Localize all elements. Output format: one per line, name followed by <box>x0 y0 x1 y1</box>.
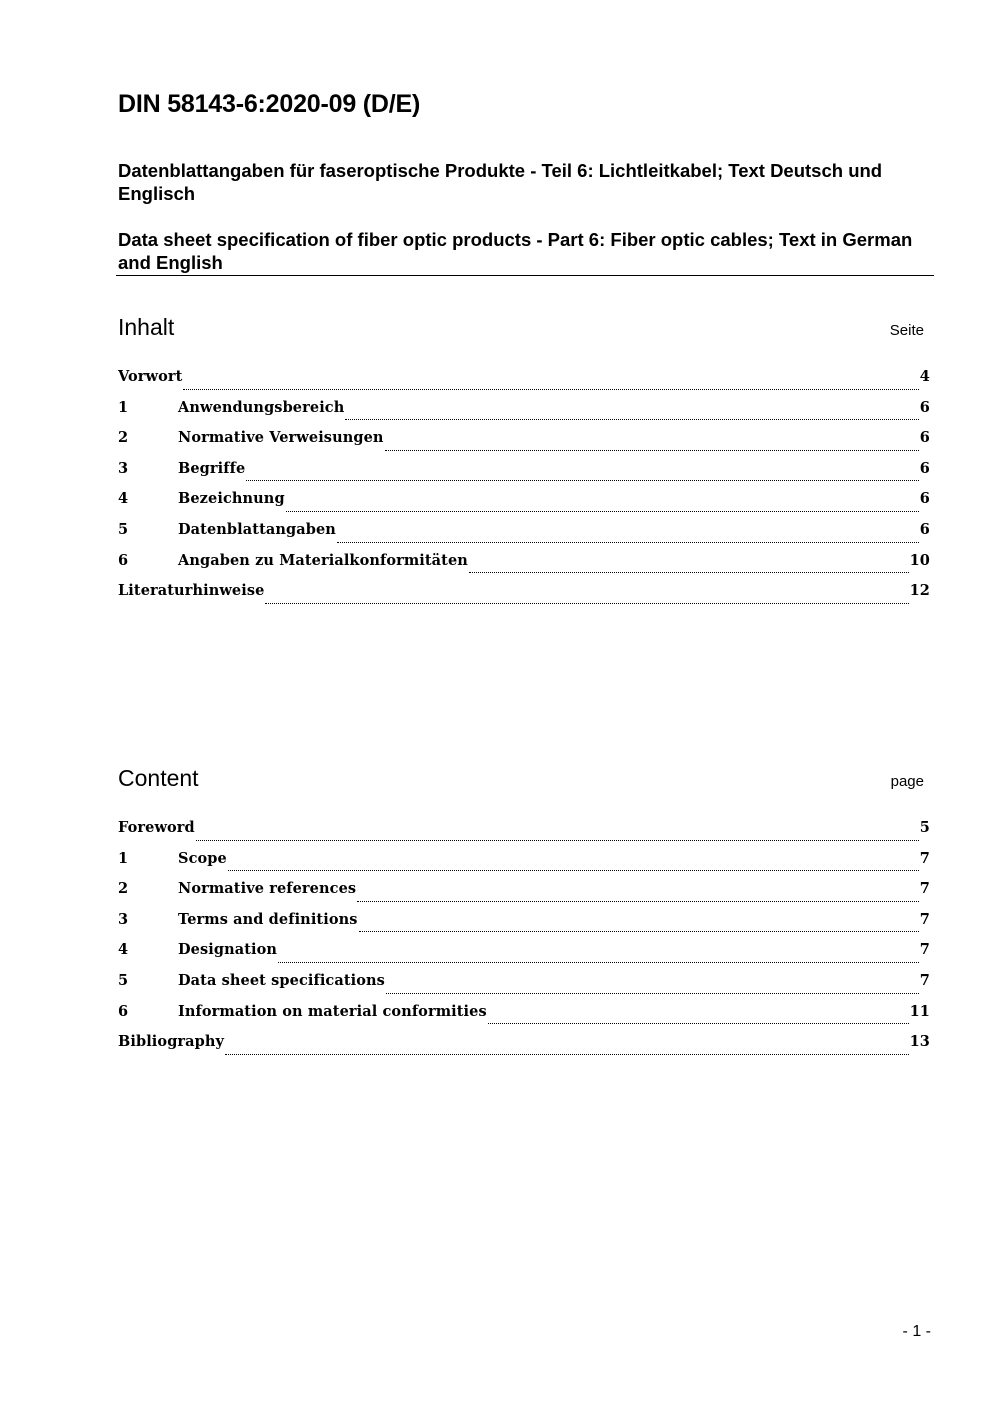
title-divider <box>116 275 934 276</box>
toc-entry[interactable] <box>118 552 930 583</box>
toc-entry-number: 4 <box>118 490 129 508</box>
toc-entry-label: Bezeichnung <box>178 490 285 508</box>
toc-entry-label: Scope <box>178 849 227 867</box>
toc-entry[interactable] <box>118 850 930 881</box>
toc-dot-leader <box>488 1022 909 1024</box>
document-title-english: Data sheet specification of fiber optic products - Part 6: Fiber optic cables; Text in German and English <box>118 229 913 273</box>
toc-entry-number: 3 <box>118 459 129 477</box>
toc-entry-number: 6 <box>118 1002 129 1020</box>
toc-entry-page: 6 <box>919 490 930 508</box>
toc-entry-label: Bibliography <box>118 1033 225 1051</box>
toc-entry[interactable] <box>118 880 930 911</box>
toc-german-header <box>118 314 926 341</box>
toc-entry-page: 6 <box>919 459 930 477</box>
toc-english-list <box>118 819 930 1064</box>
toc-entry[interactable] <box>118 972 930 1003</box>
toc-entry-page: 6 <box>919 520 930 538</box>
toc-entry-label: Literaturhinweise <box>118 582 265 600</box>
document-id: DIN 58143-6:2020-09 (D/E) <box>118 90 421 118</box>
toc-entry-page: 7 <box>919 910 930 928</box>
toc-german-heading: Inhalt <box>118 314 175 340</box>
toc-entry-page: 11 <box>909 1002 930 1020</box>
toc-dot-leader <box>345 418 918 420</box>
toc-dot-leader <box>246 479 919 481</box>
toc-entry-number: 5 <box>118 971 129 989</box>
toc-entry[interactable] <box>118 399 930 430</box>
toc-entry-label: Normative references <box>178 880 357 898</box>
toc-german-page-label: Seite <box>889 322 924 339</box>
toc-entry-label: Designation <box>178 941 278 959</box>
toc-entry-label: Datenblattangaben <box>178 520 336 538</box>
toc-entry[interactable] <box>118 1003 930 1034</box>
toc-english-heading: Content <box>118 765 199 791</box>
toc-entry[interactable] <box>118 490 930 521</box>
toc-dot-leader <box>469 571 909 573</box>
toc-entry-page: 12 <box>909 582 930 600</box>
page-number: - 1 - <box>902 1323 931 1340</box>
toc-entry-page: 13 <box>909 1033 930 1051</box>
toc-entry-page: 7 <box>919 971 930 989</box>
toc-entry-label: Foreword <box>118 819 195 836</box>
toc-entry[interactable] <box>118 819 930 850</box>
toc-entry[interactable] <box>118 1033 930 1064</box>
toc-english-header <box>118 765 926 792</box>
toc-entry-page: 4 <box>919 368 930 385</box>
toc-dot-leader <box>386 992 919 994</box>
toc-dot-leader <box>359 930 919 932</box>
toc-entry-page: 7 <box>919 880 930 898</box>
toc-dot-leader <box>385 449 919 451</box>
toc-dot-leader <box>183 388 918 390</box>
toc-entry[interactable] <box>118 429 930 460</box>
toc-entry-number: 2 <box>118 880 129 898</box>
document-title-german: Datenblattangaben für faseroptische Produkte - Teil 6: Lichtleitkabel; Text Deutsch und Englisch <box>118 160 883 204</box>
toc-entry[interactable] <box>118 941 930 972</box>
toc-entry-number: 5 <box>118 520 129 538</box>
toc-entry-label: Terms and definitions <box>178 910 358 928</box>
toc-entry-number: 2 <box>118 429 129 447</box>
toc-dot-leader <box>265 602 908 604</box>
toc-entry-page: 7 <box>919 849 930 867</box>
toc-entry-label: Anwendungsbereich <box>178 398 345 416</box>
toc-entry[interactable] <box>118 521 930 552</box>
toc-entry-number: 1 <box>118 849 129 867</box>
toc-dot-leader <box>286 510 919 512</box>
toc-dot-leader <box>225 1053 909 1055</box>
toc-entry-number: 4 <box>118 941 129 959</box>
toc-entry-label: Angaben zu Materialkonformitäten <box>178 551 468 569</box>
toc-entry-number: 3 <box>118 910 129 928</box>
toc-entry-label: Begriffe <box>178 459 246 477</box>
toc-entry-page: 5 <box>919 819 930 836</box>
toc-entry-page: 6 <box>919 429 930 447</box>
toc-entry[interactable] <box>118 460 930 491</box>
toc-dot-leader <box>357 900 919 902</box>
toc-entry-number: 6 <box>118 551 129 569</box>
toc-entry-label: Vorwort <box>118 368 183 385</box>
toc-entry-label: Data sheet specifications <box>178 971 385 989</box>
toc-entry[interactable] <box>118 368 930 399</box>
toc-dot-leader <box>228 869 919 871</box>
toc-entry-page: 10 <box>909 551 930 569</box>
toc-dot-leader <box>196 839 919 841</box>
toc-entry-label: Normative Verweisungen <box>178 429 384 447</box>
toc-english-page-label: page <box>890 773 924 790</box>
toc-entry[interactable] <box>118 911 930 942</box>
toc-entry[interactable] <box>118 582 930 613</box>
toc-entry-label: Information on material conformities <box>178 1002 487 1020</box>
toc-entry-number: 1 <box>118 398 129 416</box>
toc-german-list <box>118 368 930 613</box>
toc-entry-page: 6 <box>919 398 930 416</box>
toc-dot-leader <box>337 541 919 543</box>
toc-entry-page: 7 <box>919 941 930 959</box>
toc-dot-leader <box>278 961 919 963</box>
